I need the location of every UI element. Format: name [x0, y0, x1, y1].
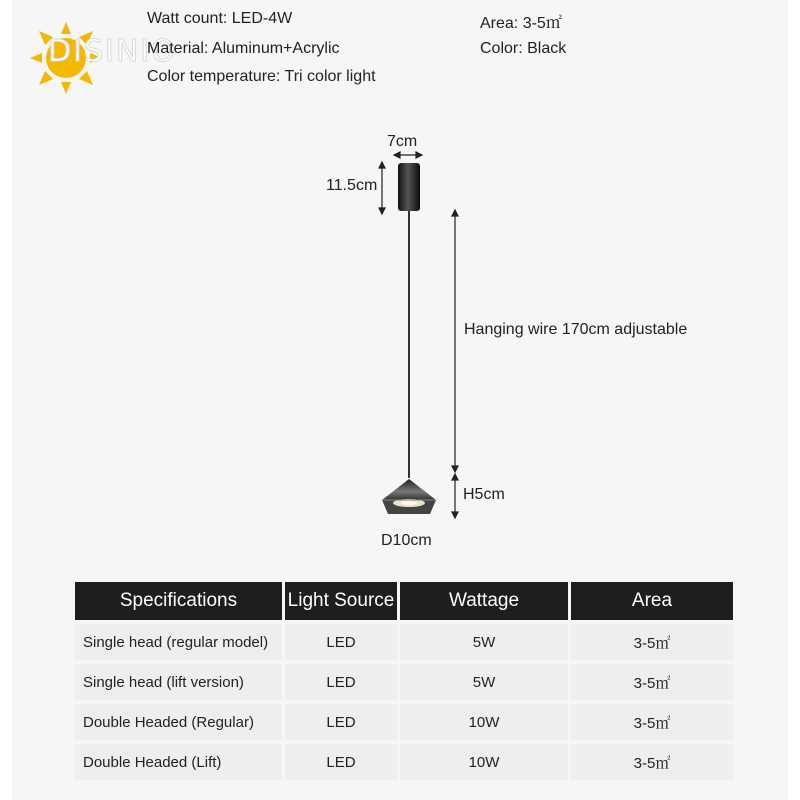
specification-table — [72, 578, 736, 784]
cell-light-source: LED — [285, 744, 397, 780]
cell-area: 3-5㎡ — [571, 744, 733, 780]
cell-area: 3-5㎡ — [571, 664, 733, 700]
color-temperature-text: Color temperature: Tri color light — [147, 68, 376, 85]
material-text: Material: Aluminum+Acrylic — [147, 40, 340, 57]
cell-light-source: LED — [285, 704, 397, 740]
header-specifications: Specifications — [75, 582, 282, 620]
canopy-width-dimension — [394, 152, 422, 158]
wire-length-dimension — [452, 210, 458, 472]
canopy-height-dimension — [379, 162, 385, 214]
cell-light-source: LED — [285, 664, 397, 700]
lamp-head — [382, 479, 436, 514]
color-text: Color: Black — [480, 40, 567, 57]
table-row — [75, 704, 733, 740]
table-header-row — [75, 582, 733, 620]
head-diameter-label: D10cm — [381, 532, 432, 549]
cell-area: 3-5㎡ — [571, 624, 733, 660]
cell-wattage: 5W — [400, 664, 568, 700]
area-text: Area: 3-5㎡ — [480, 15, 562, 32]
cell-model: Single head (lift version) — [75, 664, 282, 700]
table-row — [75, 664, 733, 700]
cell-area: 3-5㎡ — [571, 704, 733, 740]
cell-model: Double Headed (Lift) — [75, 744, 282, 780]
cell-model: Double Headed (Regular) — [75, 704, 282, 740]
cell-wattage: 10W — [400, 704, 568, 740]
cell-wattage: 5W — [400, 624, 568, 660]
wire-length-label: Hanging wire 170cm adjustable — [464, 321, 688, 338]
canopy-height-label: 11.5cm — [326, 177, 378, 194]
table-row — [75, 624, 733, 660]
head-height-label: H5cm — [463, 486, 505, 503]
header-wattage: Wattage — [400, 582, 568, 620]
canopy-body — [398, 163, 420, 211]
cell-wattage: 10W — [400, 744, 568, 780]
cell-model: Single head (regular model) — [75, 624, 282, 660]
watt-count-text: Watt count: LED-4W — [147, 10, 293, 27]
table-row — [75, 744, 733, 780]
head-height-dimension — [452, 474, 458, 518]
canopy-width-label: 7cm — [387, 133, 418, 150]
brand-logo-text: DISINIO — [48, 34, 177, 69]
cell-light-source: LED — [285, 624, 397, 660]
header-light-source: Light Source — [285, 582, 397, 620]
header-area: Area — [571, 582, 733, 620]
